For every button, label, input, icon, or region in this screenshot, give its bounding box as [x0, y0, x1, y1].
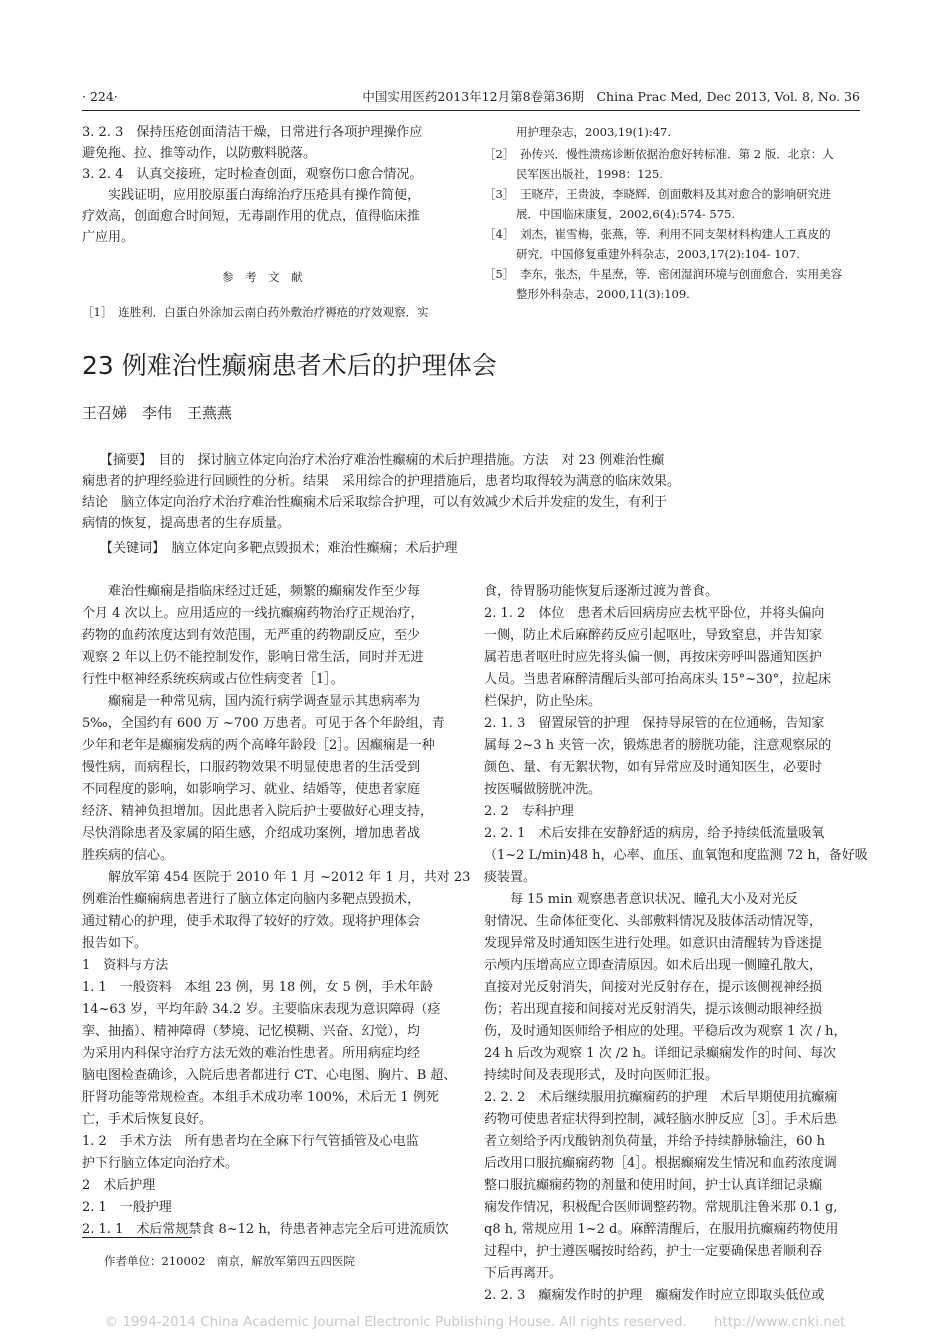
- abstract-line: 【摘要】 目的 探讨脑立体定向治疗术治疗难治性癫痫的术后护理措施。方法 对 23 例难治性癫: [100, 453, 665, 468]
- text-line: 24 h 后改为观察 1 次 /2 h。详细记录癫痫发作的时间、每次: [484, 1046, 837, 1061]
- text-line: 行性中枢神经系统疾病或占位性病变者［1］。: [82, 672, 344, 687]
- text-line: 通过精心的护理，使手术取得了较好的疗效。现将护理体会: [82, 914, 421, 929]
- text-line: 经济、精神负担增加。因此患者入院后护士要做好心理支持，: [82, 804, 434, 819]
- text-line: 者立刻给予丙戊酸钠剂负荷量，并给予持续静脉输注，60 h: [484, 1134, 826, 1149]
- text-line: 食，待胃肠功能恢复后逐渐过渡为普食。: [484, 584, 719, 599]
- abstract-line: 结论 脑立体定向治疗术治疗难治性癫痫术后采取综合护理，可以有效减少术后并发症的发生，有利于: [82, 495, 668, 510]
- text-line: 3. 2. 3 保持压疮创面清洁干燥，日常进行各项护理操作应: [82, 125, 423, 140]
- text-line: 为采用内科保守治疗方法无效的难治性患者。所用病症均经: [82, 1046, 421, 1061]
- text-line: q8 h, 常规应用 1~2 d。麻醉清醒后，在服用抗癫痫药物使用: [484, 1222, 839, 1237]
- text-line: 3. 2. 4 认真交接班，定时检查创面，观察伤口愈合情况。: [82, 167, 423, 182]
- text-line: 持续时间及表现形式，及时向医师汇报。: [484, 1068, 719, 1083]
- text-line: 例难治性癫痫病患者进行了脑立体定向脑内多靶点毁损术，: [82, 892, 421, 907]
- reference-item: ［2］ 孙传兴．慢性溃疡诊断依据治愈好转标准．第 2 版．北京：人: [484, 147, 834, 161]
- text-line: 按医嘱做膀胱冲洗。: [484, 782, 602, 797]
- keywords: 【关键词】 脑立体定向多靶点毁损术；难治性癫痫；术后护理: [100, 541, 458, 556]
- text-line: 栏保护，防止坠床。: [484, 694, 602, 709]
- text-line: 慢性病，而病程长，口服药物效果不明显使患者的生活受到: [82, 760, 421, 775]
- header-rule: [82, 110, 860, 111]
- abstract-line: 病情的恢复，提高患者的生存质量。: [82, 516, 291, 531]
- text-line: 射情况、生命体征变化、头部敷料情况及肢体活动情况等，: [484, 914, 823, 929]
- reference-item: ［4］ 刘杰，崔雪梅，张燕，等．利用不同支架材料构建人工真皮的: [484, 227, 831, 241]
- section-heading: 2 术后护理: [82, 1178, 156, 1193]
- text-line: 后改用口服抗癫痫药物［4］。根据癫痫发生情况和血药浓度调: [484, 1156, 837, 1171]
- text-line: 亡，手术后恢复良好。: [82, 1112, 213, 1127]
- text-line: 实践证明，应用胶原蛋白海绵治疗压疮具有操作简便，: [82, 188, 421, 203]
- text-line: 过程中，护士遵医嘱按时给药，护士一定要确保患者顺利吞: [484, 1244, 823, 1259]
- text-line: 疗效高，创面愈合时间短，无毒副作用的优点，值得临床推: [82, 209, 421, 224]
- reference-item: ［5］ 李东，张杰，牛星焘，等．密闭湿润环境与创面愈合．实用美容: [484, 267, 843, 281]
- text-line: 2. 1. 3 留置尿管的护理 保持导尿管的在位通畅，告知家: [484, 716, 825, 731]
- text-line: 痫发作情况，积极配合医师调整药物。常规肌注鲁米那 0.1 g,: [484, 1200, 838, 1215]
- text-line: 下后再离开。: [484, 1266, 563, 1281]
- text-line: 肝肾功能等常规检查。本组手术成功率 100%，术后无 1 例死: [82, 1090, 439, 1105]
- text-line: 2. 2. 2 术后继续服用抗癫痫药的护理 术后早期使用抗癫痫: [484, 1090, 838, 1105]
- text-line: 伤；若出现直接和间接对光反射消失，提示该侧动眼神经损: [484, 1002, 823, 1017]
- text-line: 一侧，防止术后麻醉药反应引起呕吐，导致窒息，并告知家: [484, 628, 823, 643]
- text-line: 个月 4 次以上。应用适应的一线抗癫痫药物治疗正规治疗，: [82, 606, 424, 621]
- text-line: 示颅内压增高应立即查清原因。如术后出现一侧瞳孔散大，: [484, 958, 823, 973]
- text-line: 直接对光反射消失，间接对光反射存在，提示该侧视神经损: [484, 980, 823, 995]
- article-authors: 王召娣 李伟 王燕燕: [82, 404, 233, 422]
- text-line: 脑电图检查确诊，入院后患者都进行 CT、心电图、胸片、B 超、: [82, 1068, 457, 1083]
- text-line: 1. 2 手术方法 所有患者均在全麻下行气管插管及心电监: [82, 1134, 419, 1149]
- text-line: 难治性癫痫是指临床经过迁延，频繁的癫痫发作至少每: [82, 584, 421, 599]
- references-heading: 参 考 文 献: [222, 270, 303, 284]
- text-line: 属每 2~3 h 夹管一次，锻炼患者的膀胱功能，注意观察尿的: [484, 738, 832, 753]
- text-line: 2. 2. 3 癫痫发作时的护理 癫痫发作时应立即取头低位或: [484, 1288, 825, 1303]
- journal-running-header: 中国实用医药2013年12月第8卷第36期 China Prac Med, Dec 2013, Vol. 8, No. 36: [362, 89, 860, 104]
- reference-item: ［3］ 王晓芹，王贵波，李晓辉．创面敷料及其对愈合的影响研究进: [484, 187, 831, 201]
- text-line: 观察 2 年以上仍不能控制发作，影响日常生活，同时并无进: [82, 650, 424, 665]
- subsection-heading: 2. 2 专科护理: [484, 804, 574, 819]
- reference-item: ［1］ 连胜利．白蛋白外涂加云南白药外敷治疗褥疮的疗效观察．实: [82, 305, 429, 319]
- article-title: 23 例难治性癫痫患者术后的护理体会: [82, 351, 497, 380]
- text-line: 发现异常及时通知医生进行处理。如意识由清醒转为昏迷提: [484, 936, 823, 951]
- reference-item: 民军医出版社，1998：125.: [516, 167, 663, 181]
- text-line: 护下行脑立体定向治疗术。: [82, 1156, 239, 1171]
- text-line: 14~63 岁，平均年龄 34.2 岁。主要临床表现为意识障碍（痉: [82, 1002, 441, 1017]
- text-line: 胜疾病的信心。: [82, 848, 174, 863]
- text-line: 药物的血药浓度达到有效范围，无严重的药物副反应，至少: [82, 628, 421, 643]
- text-line: 2. 2. 1 术后安排在安静舒适的病房，给予持续低流量吸氧: [484, 826, 825, 841]
- text-line: 2. 1. 1 术后常规禁食 8~12 h，待患者神志完全后可进流质饮: [82, 1222, 449, 1237]
- author-affiliation-footnote: 作者单位：210002 南京，解放军第四五四医院: [104, 1254, 355, 1268]
- text-line: （1~2 L/min)48 h，心率、血压、血氧饱和度监测 72 h，备好吸: [484, 848, 868, 863]
- reference-item: 研究．中国修复重建外科杂志，2003,17(2):104- 107.: [516, 247, 800, 261]
- text-line: 报告如下。: [82, 936, 148, 951]
- text-line: 属若患者呕吐时应先将头偏一侧，再按床旁呼叫器通知医护: [484, 650, 823, 665]
- subsection-heading: 2. 1 一般护理: [82, 1200, 172, 1215]
- reference-item: 用护理杂志，2003,19(1):47.: [516, 125, 672, 139]
- text-line: 1. 1 一般资料 本组 23 例，男 18 例，女 5 例，手术年龄: [82, 980, 433, 995]
- text-line: 不同程度的影响，如影响学习、就业、结婚等，使患者家庭: [82, 782, 421, 797]
- text-line: 挛、抽搐）、精神障碍（梦境、记忆模糊、兴奋、幻觉），均: [82, 1024, 421, 1039]
- reference-item: 整形外科杂志，2000,11(3):109.: [516, 287, 690, 301]
- text-line: 避免拖、拉、推等动作，以防敷料脱落。: [82, 146, 317, 161]
- text-line: 解放军第 454 医院于 2010 年 1 月 ~2012 年 1 月，共对 23: [82, 870, 471, 885]
- text-line: 广应用。: [82, 230, 135, 245]
- text-line: 5‰，全国约有 600 万 ~700 万患者。可见于各个年龄组，青: [82, 716, 445, 731]
- text-line: 尽快消除患者及家属的陌生感，介绍成功案例，增加患者战: [82, 826, 421, 841]
- text-line: 少年和老年是癫痫发病的两个高峰年龄段［2］。因癫痫是一种: [82, 738, 435, 753]
- abstract-line: 痫患者的护理经验进行回顾性的分析。结果 采用综合的护理措施后，患者均取得较为满意的临床效果。: [82, 474, 681, 489]
- text-line: 颜色、量、有无絮状物，如有异常应及时通知医生，必要时: [484, 760, 823, 775]
- reference-item: 展．中国临床康复，2002,6(4):574- 575.: [516, 207, 735, 221]
- footnote-rule: [82, 1237, 192, 1238]
- text-line: 人员。当患者麻醉清醒后头部可抬高床头 15°~30°，拉起床: [484, 672, 832, 687]
- text-line: 2. 1. 2 体位 患者术后回病房应去枕平卧位，并将头偏向: [484, 606, 825, 621]
- text-line: 伤，及时通知医师给予相应的处理。平稳后改为观察 1 次 / h，: [484, 1024, 847, 1039]
- text-line: 每 15 min 观察患者意识状况、瞳孔大小及对光反: [484, 892, 798, 907]
- text-line: 整口服抗癫痫药物的剂量和使用时间，护士认真详细记录癫: [484, 1178, 823, 1193]
- copyright-footer: © 1994-2014 China Academic Journal Electronic Publishing House. All rights reserved. http://www.cnki.net: [104, 1314, 846, 1330]
- text-line: 痰装置。: [484, 870, 537, 885]
- page-number: · 224·: [82, 89, 118, 104]
- text-line: 癫痫是一种常见病，国内流行病学调查显示其患病率为: [82, 694, 421, 709]
- section-heading: 1 资料与方法: [82, 958, 169, 973]
- text-line: 药物可使患者症状得到控制，减轻脑水肿反应［3］。手术后患: [484, 1112, 837, 1127]
